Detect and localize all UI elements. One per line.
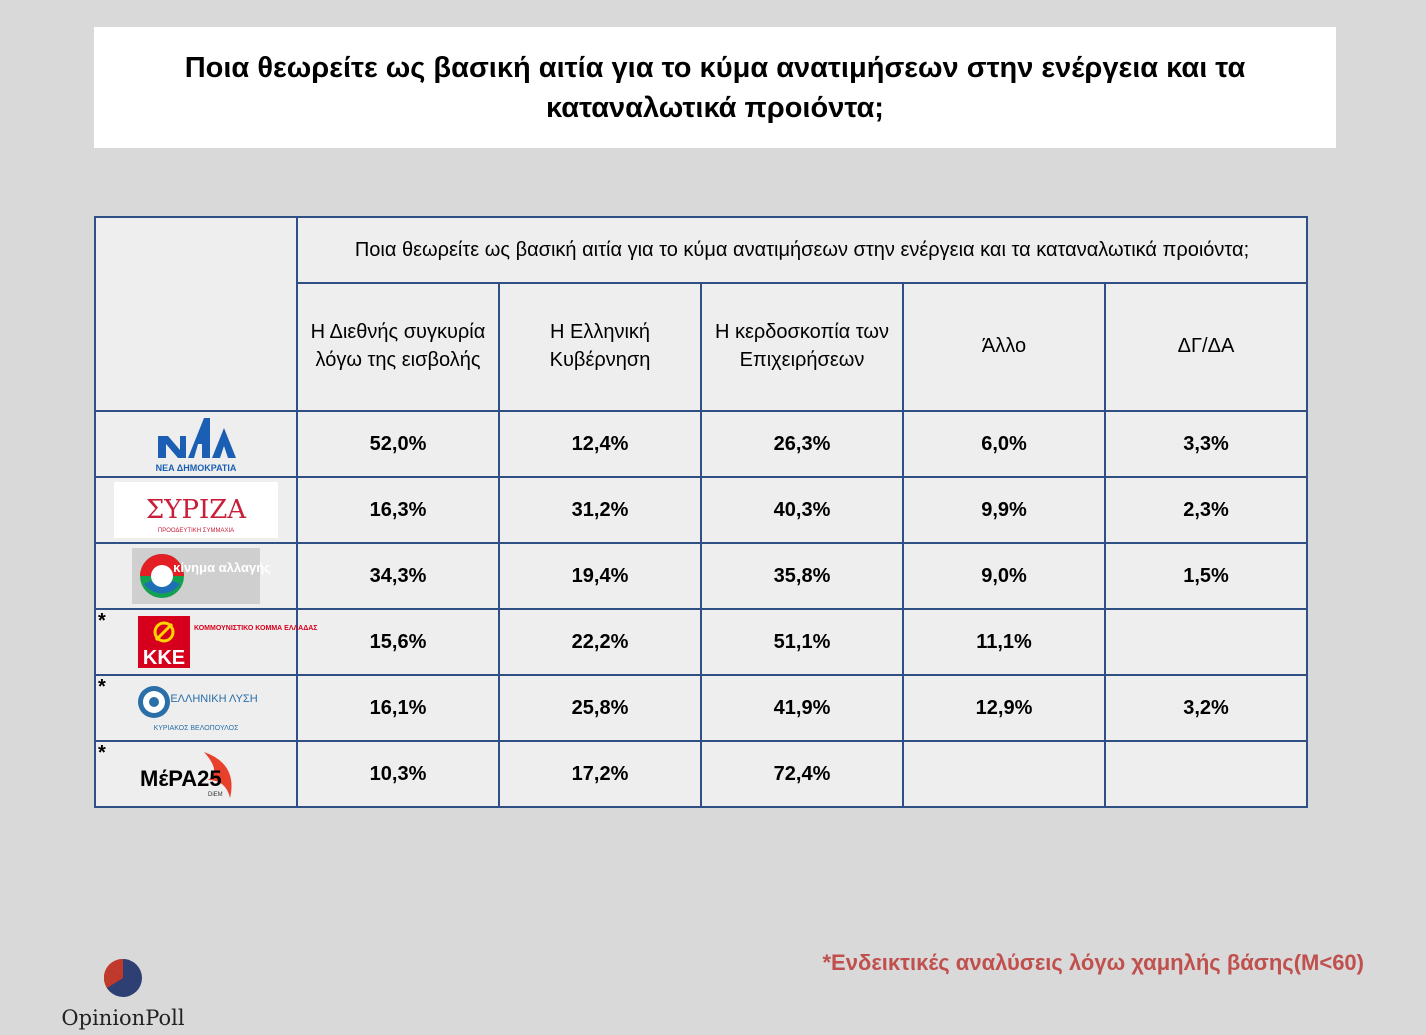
low-base-star: *	[98, 610, 106, 632]
table-cell: 12,9%	[903, 675, 1105, 741]
svg-text:ΚΥΡΙΑΚΟΣ ΒΕΛΟΠΟΥΛΟΣ: ΚΥΡΙΑΚΟΣ ΒΕΛΟΠΟΥΛΟΣ	[153, 725, 239, 732]
table-cell: 6,0%	[903, 411, 1105, 477]
table-row	[95, 675, 1307, 741]
table-row	[95, 477, 1307, 543]
elliniki-lysi-logo	[132, 680, 260, 736]
table-cell: 51,1%	[701, 609, 903, 675]
table-cell: 72,4%	[701, 741, 903, 807]
footnote: *Ενδεικτικές αναλύσεις λόγω χαμηλής βάσης(Μ<60)	[822, 950, 1364, 975]
table-cell: 3,2%	[1105, 675, 1307, 741]
kke-logo	[138, 614, 318, 670]
page-title: Ποια θεωρείτε ως βασική αιτία για το κύμα ανατιμήσεων στην ενέργεια και τα καταναλωτικά προιόντα;	[184, 51, 1246, 124]
table-cell: 26,3%	[701, 411, 903, 477]
table-cell: 15,6%	[297, 609, 499, 675]
table-cell: 25,8%	[499, 675, 701, 741]
table-super-header: Ποια θεωρείτε ως βασική αιτία για το κύμα ανατιμήσεων στην ενέργεια και τα καταναλωτικά προιόντα;	[297, 217, 1307, 283]
table-cell: 16,3%	[297, 477, 499, 543]
table-row	[95, 411, 1307, 477]
table-cell: 10,3%	[297, 741, 499, 807]
party-logo-cell	[95, 609, 318, 675]
column-header: Η κερδοσκοπία των Επιχειρήσεων	[701, 283, 903, 411]
brand-name: OpinionPoll	[61, 1006, 185, 1030]
party-logo-cell	[95, 675, 297, 741]
table-cell: 16,1%	[297, 675, 499, 741]
svg-text:ΝΕΑ ΔΗΜΟΚΡΑΤΙΑ: ΝΕΑ ΔΗΜΟΚΡΑΤΙΑ	[155, 463, 237, 473]
table-cell: 3,3%	[1105, 411, 1307, 477]
table-cell: 40,3%	[701, 477, 903, 543]
table-cell: 1,5%	[1105, 543, 1307, 609]
table-cell: 2,3%	[1105, 477, 1307, 543]
table-row	[95, 543, 1307, 609]
table-cell: 22,2%	[499, 609, 701, 675]
table-cell	[1105, 741, 1307, 807]
kinal-logo	[132, 548, 271, 604]
table-cell: 11,1%	[903, 609, 1105, 675]
syriza-logo	[114, 482, 278, 538]
crosstab-table	[94, 216, 1308, 808]
table-cell: 35,8%	[701, 543, 903, 609]
svg-text:ΠΡΟΟΔΕΥΤΙΚΗ ΣΥΜΜΑΧΙΑ: ΠΡΟΟΔΕΥΤΙΚΗ ΣΥΜΜΑΧΙΑ	[157, 528, 235, 534]
svg-text:κίνημα αλλαγής: κίνημα αλλαγής	[173, 560, 271, 575]
low-base-star: *	[98, 742, 106, 764]
low-base-star: *	[98, 676, 106, 698]
table-cell: 17,2%	[499, 741, 701, 807]
brand-logo	[58, 957, 188, 1030]
table-cell: 52,0%	[297, 411, 499, 477]
table-row	[95, 741, 1307, 807]
svg-text:ΚΟΜΜΟΥΝΙΣΤΙΚΟ ΚΟΜΜΑ ΕΛΛΑΔΑΣ: ΚΟΜΜΟΥΝΙΣΤΙΚΟ ΚΟΜΜΑ ΕΛΛΑΔΑΣ	[194, 625, 318, 632]
corner-cell	[95, 217, 297, 411]
svg-text:ΕΛΛΗΝΙΚΗ ΛΥΣΗ: ΕΛΛΗΝΙΚΗ ΛΥΣΗ	[170, 693, 258, 705]
nd-logo	[144, 414, 248, 474]
table-cell	[1105, 609, 1307, 675]
table-row	[95, 609, 1307, 675]
table-cell: 19,4%	[499, 543, 701, 609]
column-header: Άλλο	[903, 283, 1105, 411]
party-logo-cell	[95, 543, 297, 609]
svg-text:ΣΥΡΙΖΑ: ΣΥΡΙΖΑ	[145, 495, 247, 525]
table-cell: 41,9%	[701, 675, 903, 741]
column-header: ΔΓ/ΔΑ	[1105, 283, 1307, 411]
title-box	[94, 27, 1336, 148]
table-cell: 31,2%	[499, 477, 701, 543]
opinionpoll-icon	[101, 957, 145, 999]
table-cell	[903, 741, 1105, 807]
table-cell: 9,0%	[903, 543, 1105, 609]
table-cell: 12,4%	[499, 411, 701, 477]
table-cell: 9,9%	[903, 477, 1105, 543]
table-cell: 34,3%	[297, 543, 499, 609]
svg-text:ΜέΡΑ25: ΜέΡΑ25	[140, 766, 222, 791]
svg-text:DiEM: DiEM	[208, 792, 223, 798]
column-header: Η Ελληνική Κυβέρνηση	[499, 283, 701, 411]
svg-text:ΚΚΕ: ΚΚΕ	[142, 647, 186, 669]
column-header: Η Διεθνής συγκυρία λόγω της εισβολής	[297, 283, 499, 411]
party-logo-cell	[95, 741, 297, 807]
mera25-logo	[134, 744, 258, 804]
party-logo-cell	[95, 411, 297, 477]
party-logo-cell	[95, 477, 297, 543]
